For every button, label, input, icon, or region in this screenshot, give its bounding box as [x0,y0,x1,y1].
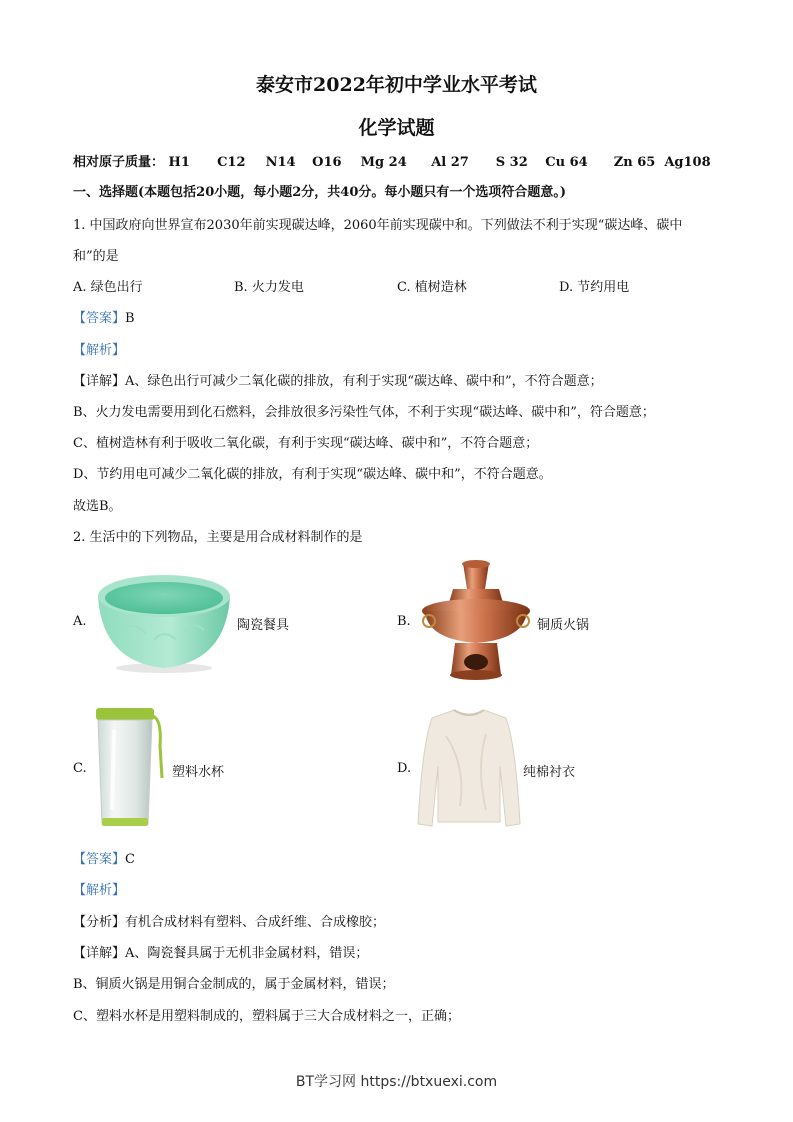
q1-option-d: D. 节约用电 [559,280,630,295]
q1-option-c: C. 植树造林 [397,280,467,295]
q2-option-b-letter: B. [397,614,411,629]
section-heading: 一、选择题(本题包括20小题，每小题2分，共40分。每小题只有一个选项符合题意。) [73,185,567,200]
page-subtitle: 化学试题 [358,117,435,139]
atomic-mass-item: S 32 [495,155,528,170]
q2-option-d-label: 纯棉衬衣 [523,765,576,780]
q2-detail-2: B、铜质火锅是用铜合金制成的，属于金属材料，错误； [73,977,395,992]
q2-option-d-letter: D. [397,761,412,776]
cotton-shirt-image [416,706,522,830]
q2-answer [73,848,135,867]
q1-detail-2: B、火力发电需要用到化石燃料，会排放很多污染性气体，不利于实现“碳达峰、碳中和”，符合题意； [73,405,655,420]
page-title: 泰安市2022年初中学业水平考试 [256,74,537,96]
q2-analysis-1: 【分析】有机合成材料有塑料、合成纤维、合成橡胶； [73,915,386,930]
atomic-mass-item: Al 27 [431,155,469,170]
atomic-mass-item: H1 [168,155,190,170]
answer-value: C [125,852,135,867]
q1-option-a: A. 绿色出行 [73,280,143,295]
atomic-mass-item: Zn 65 [613,155,656,170]
copper-hotpot-image [417,559,535,683]
q1-detail-1: 【详解】A、绿色出行可减少二氧化碳的排放，有利于实现“碳达峰、碳中和”，不符合题意； [73,374,603,389]
q1-stem-line1: 1. 中国政府向世界宣布2030年前实现碳达峰，2060年前实现碳中和。下列做法不利于实现“碳达峰、碳中 [73,218,683,233]
q1-answer [73,307,135,326]
atomic-mass-item: Cu 64 [545,155,588,170]
q1-analysis-tag: 【解析】 [73,343,126,358]
q2-option-c-label: 塑料水杯 [172,765,225,780]
atomic-mass-item: C12 [217,155,246,170]
atomic-mass-item: Ag108 [664,155,711,170]
footer-link[interactable]: BT学习网 https://btxuexi.com [295,1074,498,1090]
q2-option-b-label: 铜质火锅 [537,618,590,633]
q1-stem-line2: 和”的是 [73,249,119,264]
atomic-mass-item: N14 [265,155,296,170]
q2-stem: 2. 生活中的下列物品，主要是用合成材料制作的是 [73,530,363,545]
q2-option-c-letter: C. [73,761,87,776]
q2-detail-3: C、塑料水杯是用塑料制成的，塑料属于三大合成材料之一，正确； [73,1009,460,1024]
q2-analysis-tag: 【解析】 [73,883,126,898]
atomic-mass-item: Mg 24 [360,155,407,170]
atomic-mass-item: O16 [312,155,342,170]
ceramic-bowl-image [94,570,234,674]
q2-option-a-label: 陶瓷餐具 [237,618,290,633]
answer-value: B [125,311,135,326]
answer-tag: 【答案】 [73,311,126,326]
atomic-mass-line [73,151,711,170]
atomic-mass-label: 相对原子质量： [73,155,165,170]
q1-detail-3: C、植树造林有利于吸收二氧化碳，有利于实现“碳达峰、碳中和”，不符合题意； [73,436,539,451]
plastic-cup-image [92,706,168,830]
q1-conclusion: 故选B。 [73,499,122,514]
q2-option-a-letter: A. [73,614,87,629]
q2-detail-1: 【详解】A、陶瓷餐具属于无机非金属材料，错误； [73,946,369,961]
q1-detail-4: D、节约用电可减少二氧化碳的排放，有利于实现“碳达峰、碳中和”，不符合题意。 [73,467,552,482]
q1-option-b: B. 火力发电 [234,280,304,295]
answer-tag: 【答案】 [73,852,126,867]
